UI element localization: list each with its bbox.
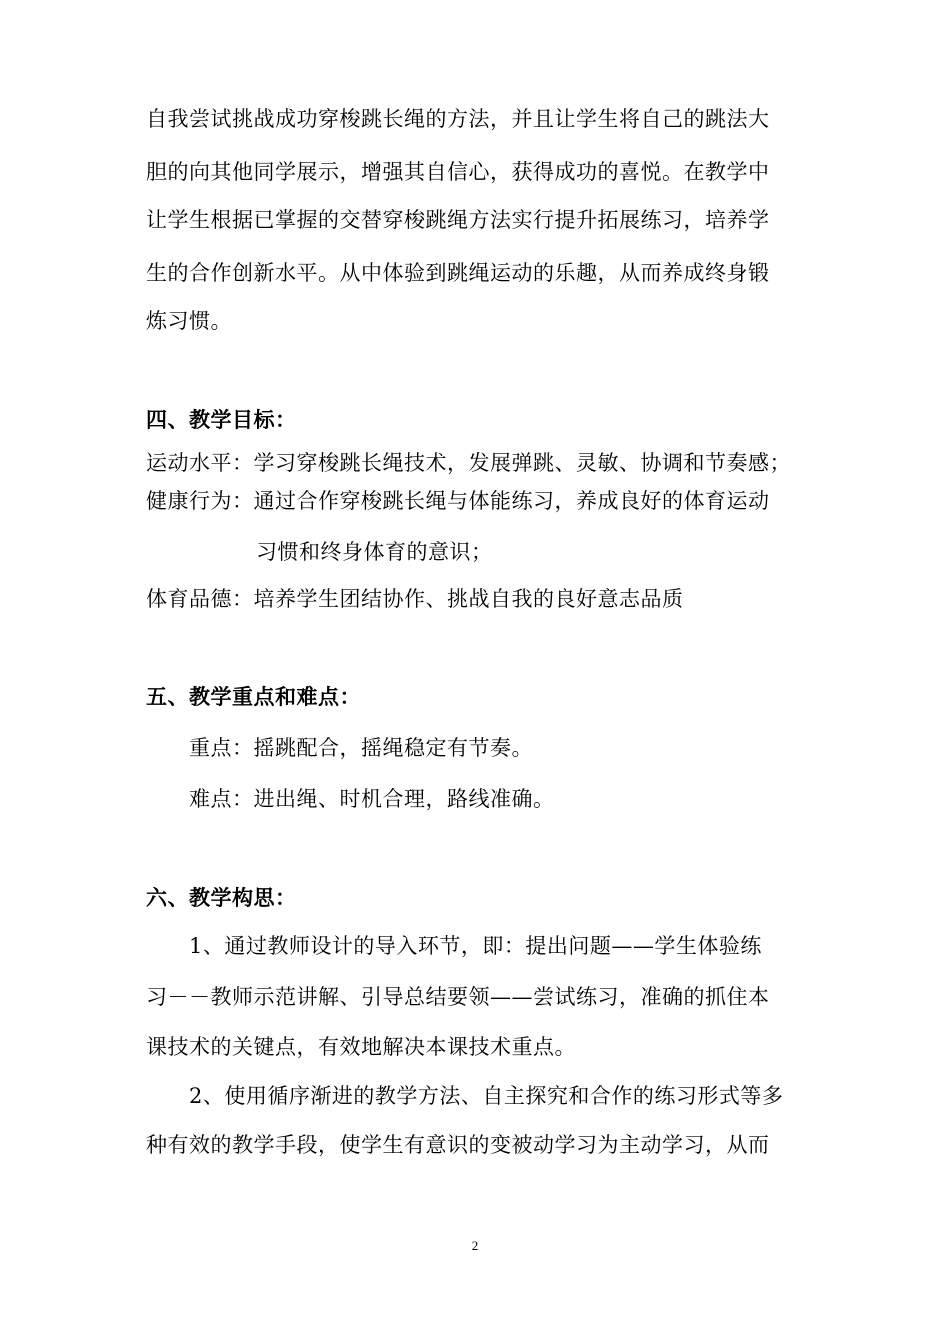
page-number: 2 xyxy=(471,1238,479,1253)
paragraph-line: 让学生根据已掌握的交替穿梭跳绳方法实行提升拓展练习，培养学 xyxy=(146,208,770,232)
design-line: 课技术的关键点，有效地解决本课技术重点。 xyxy=(146,1035,576,1059)
design-line: 习－－教师示范讲解、引导总结要领——尝试练习，准确的抓住本 xyxy=(146,985,770,1009)
paragraph-line: 炼习惯。 xyxy=(146,309,232,333)
objective-line: 运动水平：学习穿梭跳长绳技术，发展弹跳、灵敏、协调和节奏感； xyxy=(146,451,791,475)
design-line: 种有效的教学手段，使学生有意识的变被动学习为主动学习，从而 xyxy=(146,1133,770,1157)
paragraph-line: 胆的向其他同学展示，增强其自信心，获得成功的喜悦。在教学中 xyxy=(146,160,770,184)
section-heading-design: 六、教学构思： xyxy=(146,885,297,910)
design-line: 2、使用循序渐进的教学方法、自主探究和合作的练习形式等多 xyxy=(189,1084,784,1108)
objective-line: 体育品德：培养学生团结协作、挑战自我的良好意志品质 xyxy=(146,587,684,611)
paragraph-line: 自我尝试挑战成功穿梭跳长绳的方法，并且让学生将自己的跳法大 xyxy=(146,107,770,131)
objective-line: 健康行为：通过合作穿梭跳长绳与体能练习，养成良好的体育运动 xyxy=(146,489,770,513)
paragraph-line: 生的合作创新水平。从中体验到跳绳运动的乐趣，从而养成终身锻 xyxy=(146,261,770,285)
objective-line-continued: 习惯和终身体育的意识； xyxy=(256,540,493,564)
design-line: 1、通过教师设计的导入环节，即：提出问题——学生体验练 xyxy=(189,934,762,958)
difficulty-line: 难点：进出绳、时机合理，路线准确。 xyxy=(189,787,555,811)
key-point-line: 重点：摇跳配合，摇绳稳定有节奏。 xyxy=(189,736,533,760)
section-heading-key-points: 五、教学重点和难点： xyxy=(146,684,361,709)
section-heading-objectives: 四、教学目标： xyxy=(146,407,297,432)
